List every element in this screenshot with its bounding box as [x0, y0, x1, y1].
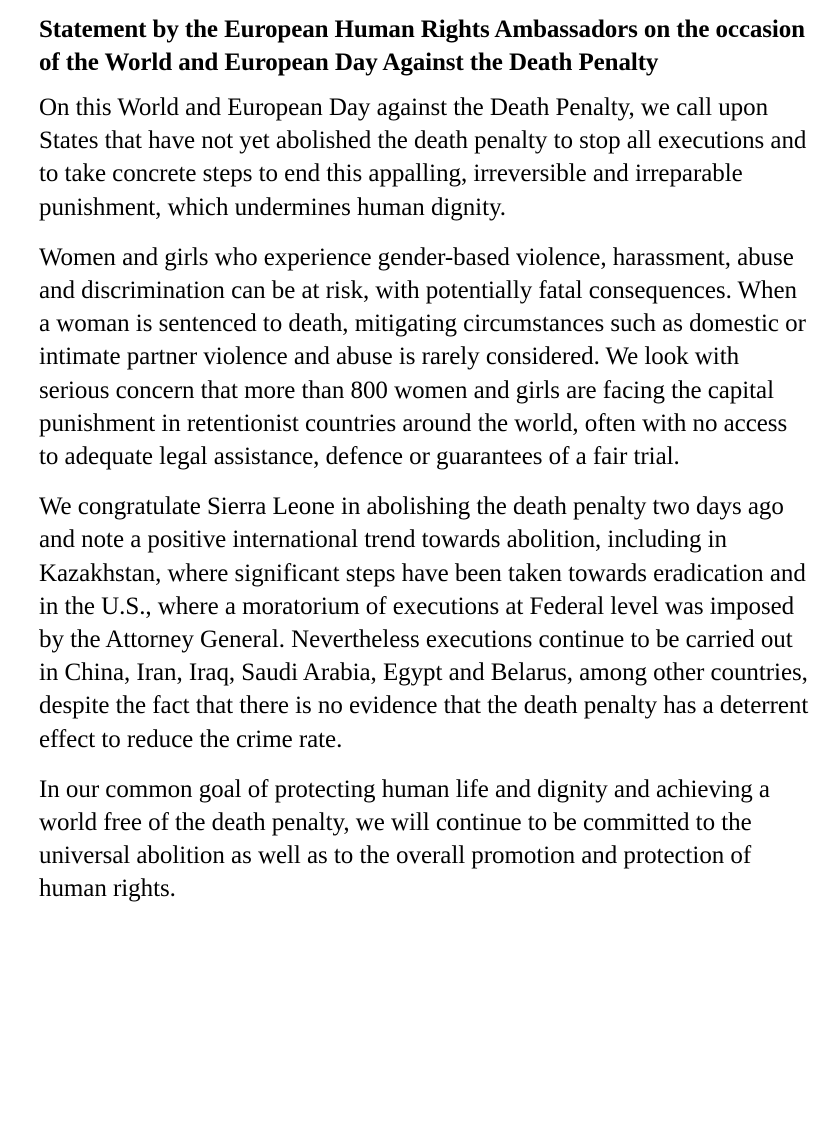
paragraph-call-to-abolish: On this World and European Day against the Death Penalty, we call upon States that have not yet abolished the death penalty to stop all executions and to take concrete steps to end this appalling, irreversible and irreparable punishment, which undermines human dignity.	[39, 94, 807, 221]
paragraph-common-goal: In our common goal of protecting human life and dignity and achieving a world free of the death penalty, we will continue to be committed to the universal abolition as well as to the overall promotion and protection of human rights.	[39, 775, 770, 903]
paragraph-abolition-trend: We congratulate Sierra Leone in abolishing the death penalty two days ago and note a positive international trend towards abolition, including in Kazakhstan, where significant steps have been taken towards eradication and in the U.S., where a moratorium of executions at Federal level was imposed by the Attorney General. Nevertheless executions continue to be carried out in China, Iran, Iraq, Saudi Arabia, Egypt and Belarus, among other countries, despite the fact that there is no evidence that the death penalty has a deterrent effect to reduce the crime rate.	[39, 493, 809, 753]
paragraph-women-and-girls: Women and girls who experience gender-based violence, harassment, abuse and discrimination can be at risk, with potentially fatal consequences. When a woman is sentenced to death, mitigating circumstances such as domestic or intimate partner violence and abuse is rarely considered. We look with serious concern that more than 800 women and girls are facing the capital punishment in retentionist countries around the world, often with no access to adequate legal assistance, defence or guarantees of a fair trial.	[39, 243, 806, 471]
statement-title: Statement by the European Human Rights Ambassadors on the occasion of the World and European Day Against the Death Penalty	[39, 16, 805, 76]
statement-document	[39, 13, 809, 906]
